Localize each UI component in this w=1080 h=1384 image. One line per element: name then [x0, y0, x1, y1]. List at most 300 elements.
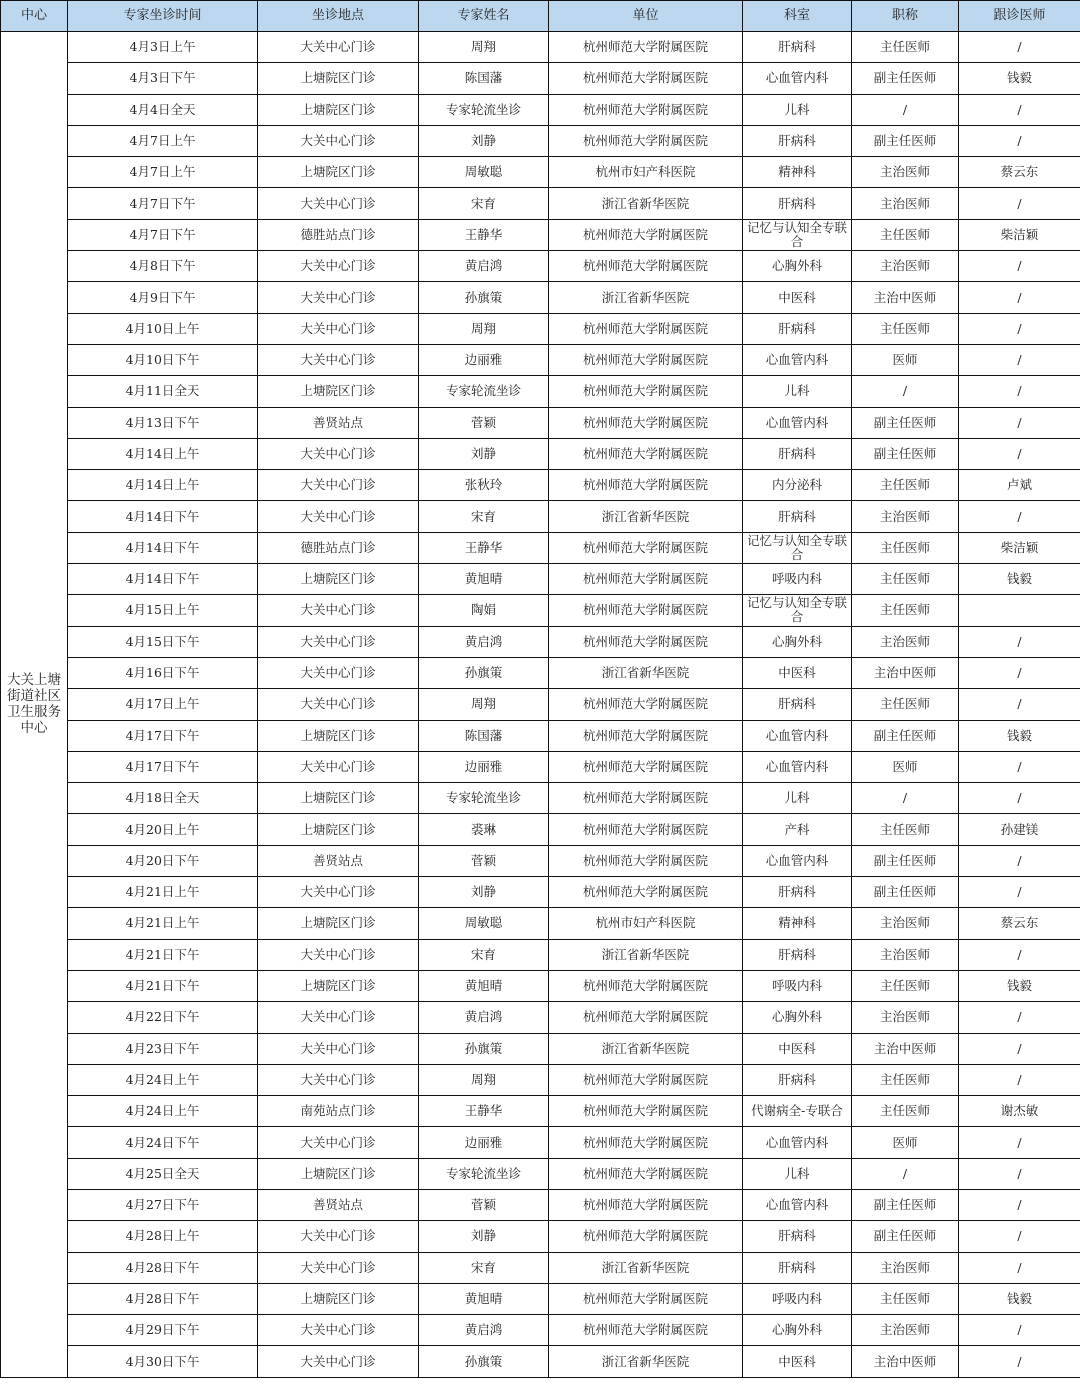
institution-cell: 浙江省新华医院 — [549, 501, 743, 532]
title-cell: 主任医师 — [852, 689, 959, 720]
expert-name-cell: 宋育 — [419, 501, 549, 532]
table-row — [1, 939, 1080, 970]
location-cell: 大关中心门诊 — [258, 282, 419, 313]
location-cell: 大关中心门诊 — [258, 657, 419, 688]
table-row — [1, 32, 1080, 63]
institution-cell: 杭州市妇产科医院 — [549, 908, 743, 939]
institution-cell: 浙江省新华医院 — [549, 282, 743, 313]
title-cell: 主任医师 — [852, 1064, 959, 1095]
table-row — [1, 689, 1080, 720]
table-row — [1, 251, 1080, 282]
title-cell: / — [852, 1158, 959, 1189]
assistant-doctor-cell: 钱毅 — [959, 720, 1080, 751]
time-cell: 4月28日上午 — [68, 1221, 258, 1252]
location-cell: 大关中心门诊 — [258, 501, 419, 532]
institution-cell: 杭州师范大学附属医院 — [549, 94, 743, 125]
title-cell: 主任医师 — [852, 564, 959, 595]
department-cell: 肝病科 — [743, 689, 852, 720]
time-cell: 4月11日全天 — [68, 376, 258, 407]
assistant-doctor-cell: 钱毅 — [959, 970, 1080, 1001]
title-cell: 主治医师 — [852, 939, 959, 970]
assistant-doctor-cell: / — [959, 251, 1080, 282]
time-cell: 4月25日全天 — [68, 1158, 258, 1189]
assistant-doctor-cell: 谢杰敏 — [959, 1096, 1080, 1127]
expert-name-cell: 刘静 — [419, 125, 549, 156]
assistant-doctor-cell: / — [959, 313, 1080, 344]
location-cell: 大关中心门诊 — [258, 1064, 419, 1095]
time-cell: 4月17日上午 — [68, 689, 258, 720]
expert-name-cell: 王静华 — [419, 532, 549, 563]
assistant-doctor-cell: / — [959, 626, 1080, 657]
assistant-doctor-cell: / — [959, 1033, 1080, 1064]
location-cell: 上塘院区门诊 — [258, 970, 419, 1001]
time-cell: 4月24日下午 — [68, 1127, 258, 1158]
title-cell: 主任医师 — [852, 814, 959, 845]
expert-name-cell: 边丽雅 — [419, 344, 549, 375]
time-cell: 4月16日下午 — [68, 657, 258, 688]
department-cell: 心血管内科 — [743, 1127, 852, 1158]
table-row — [1, 282, 1080, 313]
department-cell: 肝病科 — [743, 188, 852, 219]
title-cell: 主治医师 — [852, 1315, 959, 1346]
expert-name-cell: 周翔 — [419, 1064, 549, 1095]
table-row — [1, 219, 1080, 250]
assistant-doctor-cell: / — [959, 376, 1080, 407]
institution-cell: 杭州师范大学附属医院 — [549, 689, 743, 720]
department-cell: 产科 — [743, 814, 852, 845]
title-cell: 主任医师 — [852, 1283, 959, 1314]
institution-cell: 浙江省新华医院 — [549, 1346, 743, 1377]
institution-cell: 杭州师范大学附属医院 — [549, 720, 743, 751]
expert-name-cell: 边丽雅 — [419, 1127, 549, 1158]
expert-name-cell: 黄启鸿 — [419, 1315, 549, 1346]
institution-cell: 杭州师范大学附属医院 — [549, 1315, 743, 1346]
time-cell: 4月4日全天 — [68, 94, 258, 125]
institution-cell: 杭州师范大学附属医院 — [549, 970, 743, 1001]
table-row — [1, 1346, 1080, 1377]
location-cell: 大关中心门诊 — [258, 595, 419, 626]
expert-name-cell: 周敏聪 — [419, 157, 549, 188]
expert-name-cell: 专家轮流坐诊 — [419, 1158, 549, 1189]
institution-cell: 浙江省新华医院 — [549, 188, 743, 219]
assistant-doctor-cell: 蔡云东 — [959, 157, 1080, 188]
institution-cell: 杭州市妇产科医院 — [549, 157, 743, 188]
assistant-doctor-cell: / — [959, 501, 1080, 532]
institution-cell: 杭州师范大学附属医院 — [549, 438, 743, 469]
location-cell: 上塘院区门诊 — [258, 376, 419, 407]
department-cell: 记忆与认知全专联合 — [743, 532, 852, 563]
table-row — [1, 157, 1080, 188]
time-cell: 4月7日上午 — [68, 157, 258, 188]
title-cell: / — [852, 376, 959, 407]
location-cell: 大关中心门诊 — [258, 751, 419, 782]
assistant-doctor-cell: 蔡云东 — [959, 908, 1080, 939]
assistant-doctor-cell: / — [959, 1158, 1080, 1189]
assistant-doctor-cell: / — [959, 94, 1080, 125]
institution-cell: 杭州师范大学附属医院 — [549, 125, 743, 156]
institution-cell: 杭州师范大学附属医院 — [549, 344, 743, 375]
table-row — [1, 1127, 1080, 1158]
title-cell: 主任医师 — [852, 595, 959, 626]
title-cell: 副主任医师 — [852, 720, 959, 751]
location-cell: 上塘院区门诊 — [258, 720, 419, 751]
department-cell: 心胸外科 — [743, 626, 852, 657]
table-row — [1, 783, 1080, 814]
location-cell: 大关中心门诊 — [258, 1127, 419, 1158]
institution-cell: 杭州师范大学附属医院 — [549, 63, 743, 94]
table-row — [1, 657, 1080, 688]
title-cell: 主任医师 — [852, 470, 959, 501]
assistant-doctor-cell: 卢斌 — [959, 470, 1080, 501]
department-cell: 心胸外科 — [743, 1315, 852, 1346]
location-cell: 南苑站点门诊 — [258, 1096, 419, 1127]
department-cell: 呼吸内科 — [743, 1283, 852, 1314]
department-cell: 儿科 — [743, 94, 852, 125]
header-location: 坐诊地点 — [258, 1, 419, 32]
department-cell: 呼吸内科 — [743, 970, 852, 1001]
expert-name-cell: 黄旭晴 — [419, 1283, 549, 1314]
time-cell: 4月15日下午 — [68, 626, 258, 657]
expert-name-cell: 裘琳 — [419, 814, 549, 845]
title-cell: 副主任医师 — [852, 125, 959, 156]
expert-name-cell: 菅颖 — [419, 1189, 549, 1220]
time-cell: 4月10日下午 — [68, 344, 258, 375]
expert-name-cell: 菅颖 — [419, 845, 549, 876]
institution-cell: 杭州师范大学附属医院 — [549, 626, 743, 657]
assistant-doctor-cell: / — [959, 1002, 1080, 1033]
location-cell: 大关中心门诊 — [258, 877, 419, 908]
assistant-doctor-cell: / — [959, 877, 1080, 908]
location-cell: 大关中心门诊 — [258, 470, 419, 501]
assistant-doctor-cell: 钱毅 — [959, 1283, 1080, 1314]
location-cell: 上塘院区门诊 — [258, 814, 419, 845]
expert-name-cell: 陈国藩 — [419, 63, 549, 94]
assistant-doctor-cell: / — [959, 1315, 1080, 1346]
expert-name-cell: 黄启鸿 — [419, 251, 549, 282]
expert-name-cell: 王静华 — [419, 1096, 549, 1127]
institution-cell: 杭州师范大学附属医院 — [549, 1283, 743, 1314]
institution-cell: 浙江省新华医院 — [549, 1252, 743, 1283]
assistant-doctor-cell: 钱毅 — [959, 63, 1080, 94]
assistant-doctor-cell: / — [959, 657, 1080, 688]
header-time: 专家坐诊时间 — [68, 1, 258, 32]
institution-cell: 杭州师范大学附属医院 — [549, 845, 743, 876]
expert-name-cell: 刘静 — [419, 438, 549, 469]
expert-name-cell: 菅颖 — [419, 407, 549, 438]
title-cell: 主治中医师 — [852, 282, 959, 313]
expert-name-cell: 宋育 — [419, 1252, 549, 1283]
title-cell: 主治医师 — [852, 908, 959, 939]
header-row — [1, 1, 1080, 32]
department-cell: 肝病科 — [743, 877, 852, 908]
assistant-doctor-cell: 柴洁颖 — [959, 219, 1080, 250]
institution-cell: 杭州师范大学附属医院 — [549, 32, 743, 63]
expert-name-cell: 陈国藩 — [419, 720, 549, 751]
institution-cell: 杭州师范大学附属医院 — [549, 1221, 743, 1252]
time-cell: 4月21日下午 — [68, 939, 258, 970]
table-row — [1, 532, 1080, 563]
table-row — [1, 751, 1080, 782]
table-row — [1, 188, 1080, 219]
expert-name-cell: 宋育 — [419, 939, 549, 970]
department-cell: 儿科 — [743, 376, 852, 407]
table-row — [1, 313, 1080, 344]
location-cell: 大关中心门诊 — [258, 125, 419, 156]
time-cell: 4月3日上午 — [68, 32, 258, 63]
department-cell: 肝病科 — [743, 1221, 852, 1252]
table-row — [1, 1158, 1080, 1189]
location-cell: 上塘院区门诊 — [258, 1158, 419, 1189]
expert-name-cell: 刘静 — [419, 877, 549, 908]
department-cell: 肝病科 — [743, 438, 852, 469]
table-row — [1, 63, 1080, 94]
department-cell: 心血管内科 — [743, 407, 852, 438]
department-cell: 心血管内科 — [743, 751, 852, 782]
institution-cell: 浙江省新华医院 — [549, 657, 743, 688]
title-cell: 副主任医师 — [852, 438, 959, 469]
location-cell: 大关中心门诊 — [258, 1252, 419, 1283]
table-row — [1, 1252, 1080, 1283]
time-cell: 4月7日下午 — [68, 219, 258, 250]
institution-cell: 杭州师范大学附属医院 — [549, 783, 743, 814]
expert-name-cell: 宋育 — [419, 188, 549, 219]
department-cell: 精神科 — [743, 157, 852, 188]
department-cell: 记忆与认知全专联合 — [743, 219, 852, 250]
department-cell: 肝病科 — [743, 501, 852, 532]
time-cell: 4月28日下午 — [68, 1283, 258, 1314]
department-cell: 肝病科 — [743, 1064, 852, 1095]
time-cell: 4月21日上午 — [68, 877, 258, 908]
time-cell: 4月7日下午 — [68, 188, 258, 219]
assistant-doctor-cell: 柴洁颖 — [959, 532, 1080, 563]
time-cell: 4月17日下午 — [68, 720, 258, 751]
location-cell: 大关中心门诊 — [258, 689, 419, 720]
time-cell: 4月24日上午 — [68, 1096, 258, 1127]
time-cell: 4月9日下午 — [68, 282, 258, 313]
expert-name-cell: 周翔 — [419, 32, 549, 63]
expert-name-cell: 孙旗策 — [419, 1033, 549, 1064]
department-cell: 肝病科 — [743, 313, 852, 344]
table-row — [1, 501, 1080, 532]
institution-cell: 杭州师范大学附属医院 — [549, 376, 743, 407]
department-cell: 心血管内科 — [743, 845, 852, 876]
department-cell: 记忆与认知全专联合 — [743, 595, 852, 626]
department-cell: 心血管内科 — [743, 720, 852, 751]
department-cell: 心血管内科 — [743, 1189, 852, 1220]
department-cell: 中医科 — [743, 1033, 852, 1064]
department-cell: 内分泌科 — [743, 470, 852, 501]
assistant-doctor-cell: / — [959, 845, 1080, 876]
time-cell: 4月14日上午 — [68, 470, 258, 501]
expert-name-cell: 专家轮流坐诊 — [419, 783, 549, 814]
title-cell: 主治医师 — [852, 157, 959, 188]
table-row — [1, 564, 1080, 595]
time-cell: 4月18日全天 — [68, 783, 258, 814]
expert-name-cell: 专家轮流坐诊 — [419, 376, 549, 407]
time-cell: 4月8日下午 — [68, 251, 258, 282]
location-cell: 德胜站点门诊 — [258, 219, 419, 250]
title-cell: / — [852, 94, 959, 125]
table-row — [1, 1315, 1080, 1346]
location-cell: 大关中心门诊 — [258, 1033, 419, 1064]
location-cell: 上塘院区门诊 — [258, 94, 419, 125]
expert-name-cell: 孙旗策 — [419, 657, 549, 688]
expert-name-cell: 边丽雅 — [419, 751, 549, 782]
table-row — [1, 376, 1080, 407]
table-row — [1, 1033, 1080, 1064]
assistant-doctor-cell: / — [959, 689, 1080, 720]
assistant-doctor-cell: / — [959, 282, 1080, 313]
assistant-doctor-cell: 孙建镁 — [959, 814, 1080, 845]
title-cell: 主治医师 — [852, 501, 959, 532]
title-cell: 副主任医师 — [852, 63, 959, 94]
department-cell: 中医科 — [743, 657, 852, 688]
expert-name-cell: 孙旗策 — [419, 282, 549, 313]
title-cell: 主任医师 — [852, 219, 959, 250]
time-cell: 4月14日下午 — [68, 501, 258, 532]
header-title: 职称 — [852, 1, 959, 32]
table-row — [1, 908, 1080, 939]
title-cell: 副主任医师 — [852, 1221, 959, 1252]
assistant-doctor-cell: / — [959, 32, 1080, 63]
title-cell: 主治医师 — [852, 1252, 959, 1283]
department-cell: 心血管内科 — [743, 63, 852, 94]
table-row — [1, 94, 1080, 125]
title-cell: 主治中医师 — [852, 1033, 959, 1064]
assistant-doctor-cell — [959, 595, 1080, 626]
time-cell: 4月10日上午 — [68, 313, 258, 344]
expert-name-cell: 黄启鸿 — [419, 626, 549, 657]
time-cell: 4月22日下午 — [68, 1002, 258, 1033]
time-cell: 4月15日上午 — [68, 595, 258, 626]
assistant-doctor-cell: / — [959, 939, 1080, 970]
institution-cell: 杭州师范大学附属医院 — [549, 251, 743, 282]
location-cell: 大关中心门诊 — [258, 1002, 419, 1033]
time-cell: 4月20日下午 — [68, 845, 258, 876]
table-row — [1, 407, 1080, 438]
department-cell: 心血管内科 — [743, 344, 852, 375]
institution-cell: 杭州师范大学附属医院 — [549, 313, 743, 344]
assistant-doctor-cell: / — [959, 125, 1080, 156]
title-cell: / — [852, 783, 959, 814]
header-institution: 单位 — [549, 1, 743, 32]
time-cell: 4月29日下午 — [68, 1315, 258, 1346]
assistant-doctor-cell: / — [959, 188, 1080, 219]
time-cell: 4月21日上午 — [68, 908, 258, 939]
table-row — [1, 814, 1080, 845]
assistant-doctor-cell: / — [959, 344, 1080, 375]
institution-cell: 杭州师范大学附属医院 — [549, 564, 743, 595]
title-cell: 主任医师 — [852, 32, 959, 63]
title-cell: 主任医师 — [852, 532, 959, 563]
location-cell: 上塘院区门诊 — [258, 1283, 419, 1314]
location-cell: 大关中心门诊 — [258, 313, 419, 344]
title-cell: 副主任医师 — [852, 1189, 959, 1220]
department-cell: 呼吸内科 — [743, 564, 852, 595]
assistant-doctor-cell: / — [959, 1346, 1080, 1377]
table-row — [1, 720, 1080, 751]
institution-cell: 杭州师范大学附属医院 — [549, 877, 743, 908]
department-cell: 肝病科 — [743, 939, 852, 970]
title-cell: 主治中医师 — [852, 657, 959, 688]
location-cell: 大关中心门诊 — [258, 1315, 419, 1346]
institution-cell: 杭州师范大学附属医院 — [549, 595, 743, 626]
title-cell: 副主任医师 — [852, 407, 959, 438]
expert-name-cell: 黄旭晴 — [419, 564, 549, 595]
title-cell: 主治医师 — [852, 1002, 959, 1033]
time-cell: 4月14日下午 — [68, 564, 258, 595]
time-cell: 4月3日下午 — [68, 63, 258, 94]
institution-cell: 杭州师范大学附属医院 — [549, 1158, 743, 1189]
title-cell: 主任医师 — [852, 970, 959, 1001]
assistant-doctor-cell: / — [959, 438, 1080, 469]
institution-cell: 杭州师范大学附属医院 — [549, 470, 743, 501]
location-cell: 上塘院区门诊 — [258, 564, 419, 595]
institution-cell: 浙江省新华医院 — [549, 939, 743, 970]
header-department: 科室 — [743, 1, 852, 32]
expert-name-cell: 刘静 — [419, 1221, 549, 1252]
location-cell: 善贤站点 — [258, 845, 419, 876]
table-row — [1, 125, 1080, 156]
title-cell: 副主任医师 — [852, 845, 959, 876]
institution-cell: 杭州师范大学附属医院 — [549, 1064, 743, 1095]
time-cell: 4月27日下午 — [68, 1189, 258, 1220]
expert-name-cell: 王静华 — [419, 219, 549, 250]
time-cell: 4月13日下午 — [68, 407, 258, 438]
location-cell: 上塘院区门诊 — [258, 783, 419, 814]
title-cell: 主任医师 — [852, 1096, 959, 1127]
table-row — [1, 438, 1080, 469]
center-name-cell: 大关上塘街道社区卫生服务中心 — [1, 32, 68, 1378]
location-cell: 大关中心门诊 — [258, 438, 419, 469]
location-cell: 大关中心门诊 — [258, 32, 419, 63]
expert-name-cell: 周敏聪 — [419, 908, 549, 939]
title-cell: 主治医师 — [852, 188, 959, 219]
department-cell: 儿科 — [743, 1158, 852, 1189]
assistant-doctor-cell: / — [959, 783, 1080, 814]
assistant-doctor-cell: / — [959, 1221, 1080, 1252]
time-cell: 4月20日上午 — [68, 814, 258, 845]
institution-cell: 杭州师范大学附属医院 — [549, 1002, 743, 1033]
table-row — [1, 1189, 1080, 1220]
location-cell: 大关中心门诊 — [258, 1346, 419, 1377]
title-cell: 医师 — [852, 1127, 959, 1158]
time-cell: 4月14日上午 — [68, 438, 258, 469]
department-cell: 肝病科 — [743, 32, 852, 63]
time-cell: 4月7日上午 — [68, 125, 258, 156]
time-cell: 4月24日上午 — [68, 1064, 258, 1095]
title-cell: 主任医师 — [852, 313, 959, 344]
expert-name-cell: 黄旭晴 — [419, 970, 549, 1001]
table-row — [1, 595, 1080, 626]
location-cell: 大关中心门诊 — [258, 251, 419, 282]
table-row — [1, 344, 1080, 375]
expert-name-cell: 周翔 — [419, 313, 549, 344]
department-cell: 肝病科 — [743, 1252, 852, 1283]
department-cell: 精神科 — [743, 908, 852, 939]
location-cell: 德胜站点门诊 — [258, 532, 419, 563]
header-center: 中心 — [1, 1, 68, 32]
institution-cell: 杭州师范大学附属医院 — [549, 1127, 743, 1158]
location-cell: 上塘院区门诊 — [258, 908, 419, 939]
header-expert-name: 专家姓名 — [419, 1, 549, 32]
assistant-doctor-cell: / — [959, 751, 1080, 782]
table-row — [1, 1064, 1080, 1095]
title-cell: 主治医师 — [852, 251, 959, 282]
table-row — [1, 970, 1080, 1001]
assistant-doctor-cell: 钱毅 — [959, 564, 1080, 595]
assistant-doctor-cell: / — [959, 1064, 1080, 1095]
